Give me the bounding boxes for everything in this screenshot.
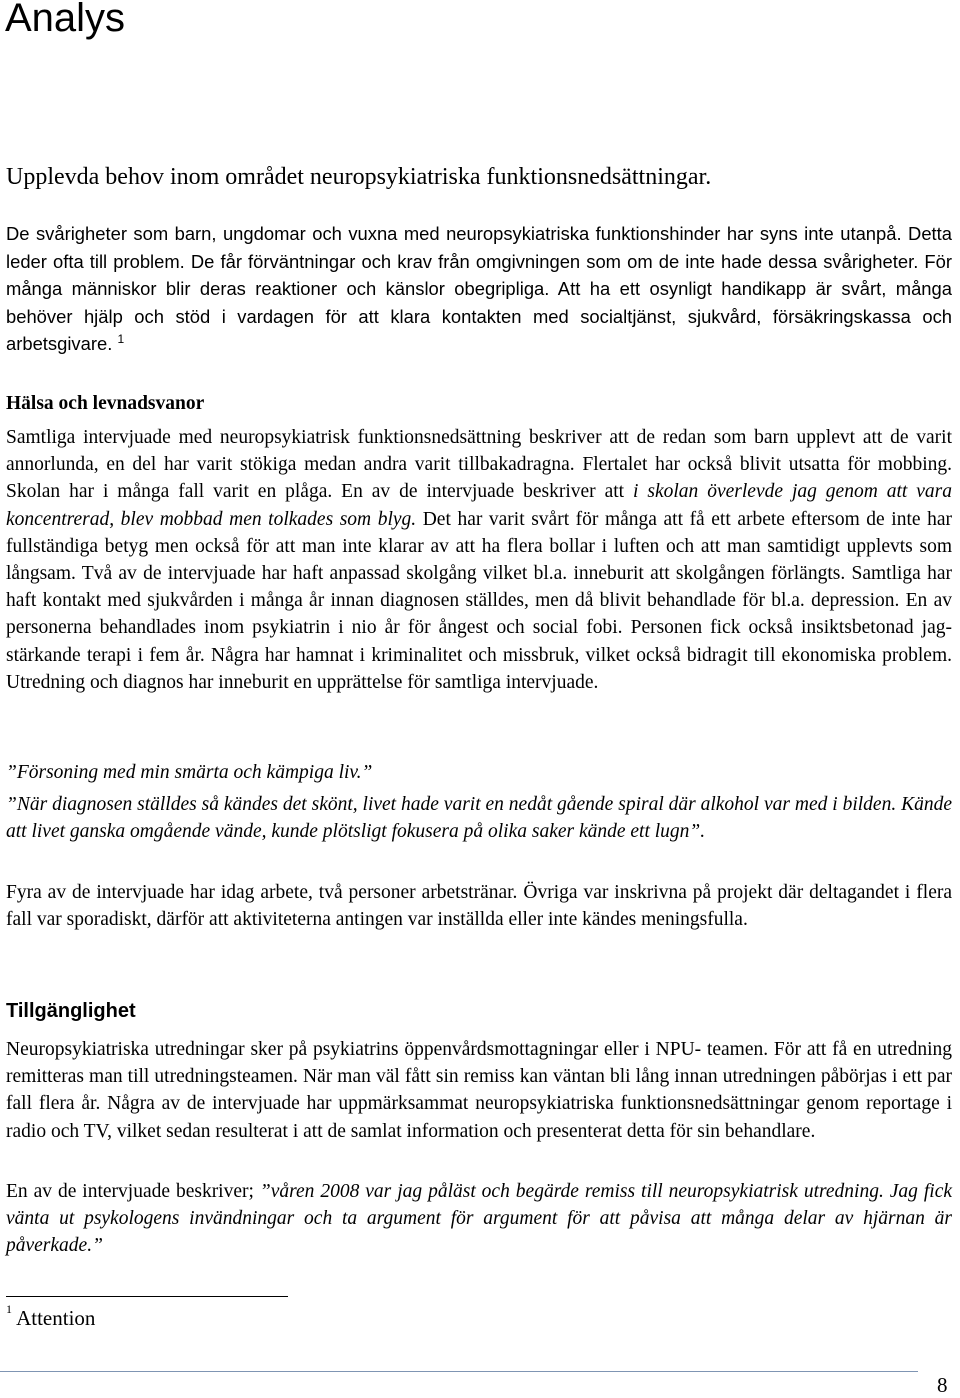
intro-paragraph: [6, 220, 952, 358]
quote-reconciliation: ”Försoning med min smärta och kämpiga liv.”: [6, 762, 373, 783]
subtitle: Upplevda behov inom området neuropsykiatriska funktionsnedsättningar.: [6, 164, 712, 190]
accessibility-intro: En av de intervjuade beskriver;: [6, 1181, 260, 1202]
footnote-number: 1: [6, 1302, 12, 1316]
section-heading-health: Hälsa och levnadsvanor: [6, 393, 205, 414]
health-paragraph: [6, 424, 952, 696]
footnote: [6, 1302, 96, 1331]
health-quote-inline: i skolan överlevde jag genom att vara koncentrerad, blev mobbad men tolkades som blyg.: [6, 481, 952, 530]
footnote-reference: 1: [117, 332, 125, 347]
accessibility-paragraph: Neuropsykiatriska utredningar sker på psykiatrins öppenvårdsmottagningar eller i NPU- teamen. För att få en utredning remitteras man till utredningsteamen. När man väl fått sin remiss kan väntan bli lång innan utredningen påbörjas i ett par fall flera år. Några av de intervjuade har uppmärksammat neuropsykiatriska funktionsnedsättningar genom reportage i radio och TV, vilket sedan resulterat i att de samlat information och presenterat detta för sin behandlare.: [6, 1039, 952, 1142]
health-text-start: Samtliga intervjuade med neuropsykiatrisk funktionsnedsättning beskriver att de redan som barn upplevt att de varit annorlunda, en del har varit stökiga medan andra varit tillbakadragna. Flertalet har också blivit utsatta för mobbing. Skolan har i många fall varit en plåga. En av de intervjuade beskriver att: [6, 427, 952, 503]
page-title: Analys: [5, 0, 126, 40]
employment-paragraph: Fyra av de intervjuade har idag arbete, två personer arbetstränar. Övriga var inskrivna på projekt där deltagandet i flera fall var sporadiskt, därför att aktiviteterna antingen var inställda eller inte kändes meningsfulla.: [6, 882, 952, 931]
intro-text: De svårigheter som barn, ungdomar och vuxna med neuropsykiatriska funktionshinder har syns inte utanpå. Detta leder ofta till problem. De får förväntningar och krav från omgivningen som om de inte hade dessa svårigheter. För många människor blir deras reaktioner och känslor obegripliga. Att ha ett osynligt handikapp är svårt, många behöver hjälp och stöd i vardagen för att klara kontakten med socialtjänst, sjukvård, försäkringskassa och arbetsgivare.: [6, 223, 952, 355]
quote-diagnosis: ”När diagnosen ställdes så kändes det skönt, livet hade varit en nedåt gående spiral där alkohol var med i bilden. Kände att livet ganska omgående vände, kunde plötsligt fokusera på olika saker kände ett lugn”.: [6, 794, 952, 843]
accessibility-quote: ”våren 2008 var jag påläst och begärde remiss till neuropsykiatrisk utredning. Jag fick vänta ut psykologens invändningar och ta argument för argument för att påvisa att många delar av hjärnan är påverkade.”: [6, 1181, 953, 1257]
section-heading-accessibility: Tillgänglighet: [6, 1000, 136, 1022]
accessibility-quote-paragraph: [6, 1178, 952, 1260]
footer-rule: [0, 1371, 918, 1372]
health-text-end: Det har varit svårt för många att få ett arbete eftersom de inte har fullständiga betyg men också för att man inte klarar av att ha flera bollar i luften och att man samtidigt upplevts som långsam. Två av de intervjuade har haft anpassad skolgång vilket bl.a. inneburit att skolgången förlängts. Samtliga har haft kontakt med sjukvården i många år innan diagnosen ställdes, men då blivit behandlade för bl.a. depression. En av personerna behandlades inom psykiatrin i nio år för ångest och social fobi. Personen fick också insiktsbetonad jag-stärkande terapi i fem år. Några har hamnat i kriminalitet och missbruk, vilket också bidragit till ekonomiska problem. Utredning och diagnos har inneburit en upprättelse för samtliga intervjuade.: [6, 508, 952, 693]
footnote-text: Attention: [16, 1306, 96, 1330]
footnote-separator: [6, 1296, 288, 1297]
page-number: 8: [937, 1373, 948, 1397]
